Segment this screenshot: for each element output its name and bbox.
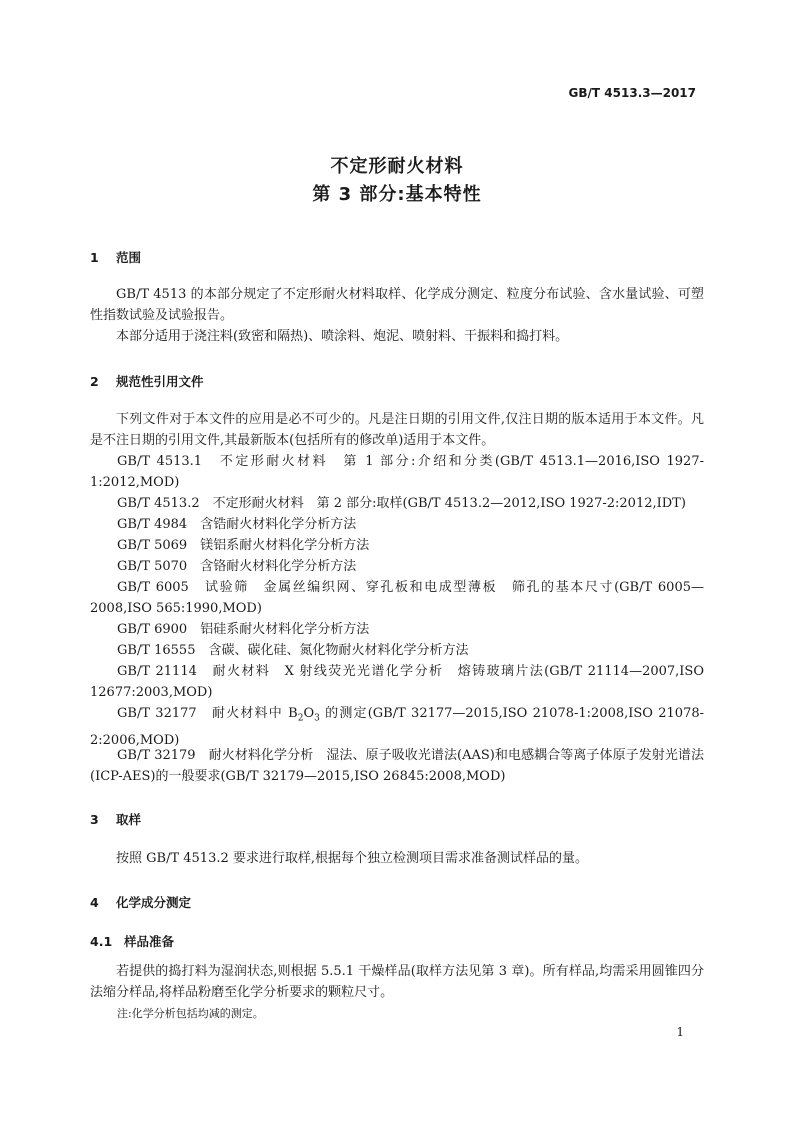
reference-item — [90, 577, 704, 619]
reference-item — [117, 619, 369, 640]
ref-code: GB/T 6005 — [117, 580, 189, 595]
subsection-4-1-heading — [90, 932, 174, 950]
ref-code: GB/T 16555 — [117, 643, 196, 658]
subsection-title: 样品准备 — [124, 934, 175, 949]
subscript: 3 — [314, 713, 320, 724]
section-title: 范围 — [116, 250, 142, 265]
standard-code: GB/T 4513.3—2017 — [568, 86, 696, 100]
subsection-4-1-para-1: 若提供的捣打料为湿润状态,则根据 5.5.1 干燥样品(取样方法见第 3 章)。所有样品,均需采用圆锥四分法缩分样品,将样品粉磨至化学分析要求的颗粒尺寸。 — [90, 964, 704, 1000]
ref-code: GB/T 4513.1 — [117, 454, 203, 469]
section-number: 2 — [90, 374, 99, 389]
reference-item — [90, 451, 704, 493]
section-title: 取样 — [116, 812, 142, 827]
ref-code: GB/T 5069 — [117, 538, 188, 553]
section-title: 化学成分测定 — [116, 895, 192, 910]
reference-item — [117, 640, 469, 661]
section-3-heading — [90, 810, 141, 828]
ref-text: 含铬耐火材料化学分析方法 — [200, 559, 357, 574]
ref-text: 不定形耐火材料 第 1 部分:介绍和分类(GB/T 4513.1—2016,ISO 1927-1:2012,MOD) — [90, 454, 704, 490]
subscript: 2 — [297, 713, 304, 724]
subsection-number: 4.1 — [90, 934, 113, 949]
ref-code: GB/T 5070 — [117, 559, 188, 574]
section-2-heading — [90, 372, 204, 390]
reference-item — [117, 514, 356, 535]
section-number: 1 — [90, 250, 99, 265]
ref-code: GB/T 21114 — [117, 664, 197, 679]
section-title: 规范性引用文件 — [116, 374, 204, 389]
ref-text-a: 耐火材料中 B — [212, 706, 298, 721]
doc-title-line2: 第 3 部分:基本特性 — [312, 184, 482, 205]
ref-text: 镁铝系耐火材料化学分析方法 — [200, 538, 370, 553]
ref-code: GB/T 4984 — [117, 517, 188, 532]
ref-text: 不定形耐火材料 第 2 部分:取样(GB/T 4513.2—2012,ISO 1927-2:2012,IDT) — [212, 496, 686, 511]
ref-text: 试验筛 金属丝编织网、穿孔板和电成型薄板 筛孔的基本尺寸(GB/T 6005—2008,ISO 565:1990,MOD) — [90, 580, 704, 616]
section-3-para-1: 按照 GB/T 4513.2 要求进行取样,根据每个独立检测项目需求准备测试样品的量。 — [116, 851, 589, 866]
section-1-para-1: GB/T 4513 的本部分规定了不定形耐火材料取样、化学成分测定、粒度分布试验、含水量试验、可塑性指数试验及试验报告。 — [90, 287, 704, 323]
section-number: 4 — [90, 895, 99, 910]
doc-title-line1: 不定形耐火材料 — [330, 156, 464, 177]
note: 注:化学分析包括均减的测定。 — [117, 1007, 264, 1020]
section-1-para-2: 本部分适用于浇注料(致密和隔热)、喷涂料、炮泥、喷射料、干振料和捣打料。 — [116, 329, 569, 344]
reference-item — [117, 556, 356, 577]
reference-item — [117, 493, 686, 514]
ref-text: 耐火材料 X 射线荧光光谱化学分析 熔铸玻璃片法(GB/T 21114—2007,ISO 12677:2003,MOD) — [90, 664, 704, 700]
ref-text-b: O — [303, 706, 315, 721]
ref-code: GB/T 4513.2 — [117, 496, 200, 511]
ref-text: 含锆耐火材料化学分析方法 — [200, 517, 357, 532]
ref-code: GB/T 6900 — [117, 622, 188, 637]
section-number: 3 — [90, 812, 99, 827]
page-number: 1 — [676, 1025, 684, 1039]
section-4-heading — [90, 893, 191, 911]
section-2-intro: 下列文件对于本文件的应用是必不可少的。凡是注日期的引用文件,仅注日期的版本适用于本文件。凡是不注日期的引用文件,其最新版本(包括所有的修改单)适用于本文件。 — [90, 412, 704, 448]
section-1-heading — [90, 248, 141, 266]
ref-text: 耐火材料化学分析 湿法、原子吸收光谱法(AAS)和电感耦合等离子体原子发射光谱法(ICP-AES)的一般要求(GB/T 32179—2015,ISO 26845:2008,MOD) — [90, 748, 704, 784]
ref-text: 含碳、碳化硅、氮化物耐火材料化学分析方法 — [208, 643, 469, 658]
reference-item — [90, 703, 704, 751]
ref-code: GB/T 32177 — [117, 706, 197, 721]
reference-item — [90, 745, 704, 787]
ref-text: 铝硅系耐火材料化学分析方法 — [200, 622, 370, 637]
reference-item — [90, 661, 704, 703]
ref-text-c: 的测定(GB/T 32177—2015,ISO 21078-1:2008,ISO 21078-2:2006,MOD) — [90, 706, 704, 748]
ref-code: GB/T 32179 — [117, 748, 196, 763]
reference-item — [117, 535, 369, 556]
